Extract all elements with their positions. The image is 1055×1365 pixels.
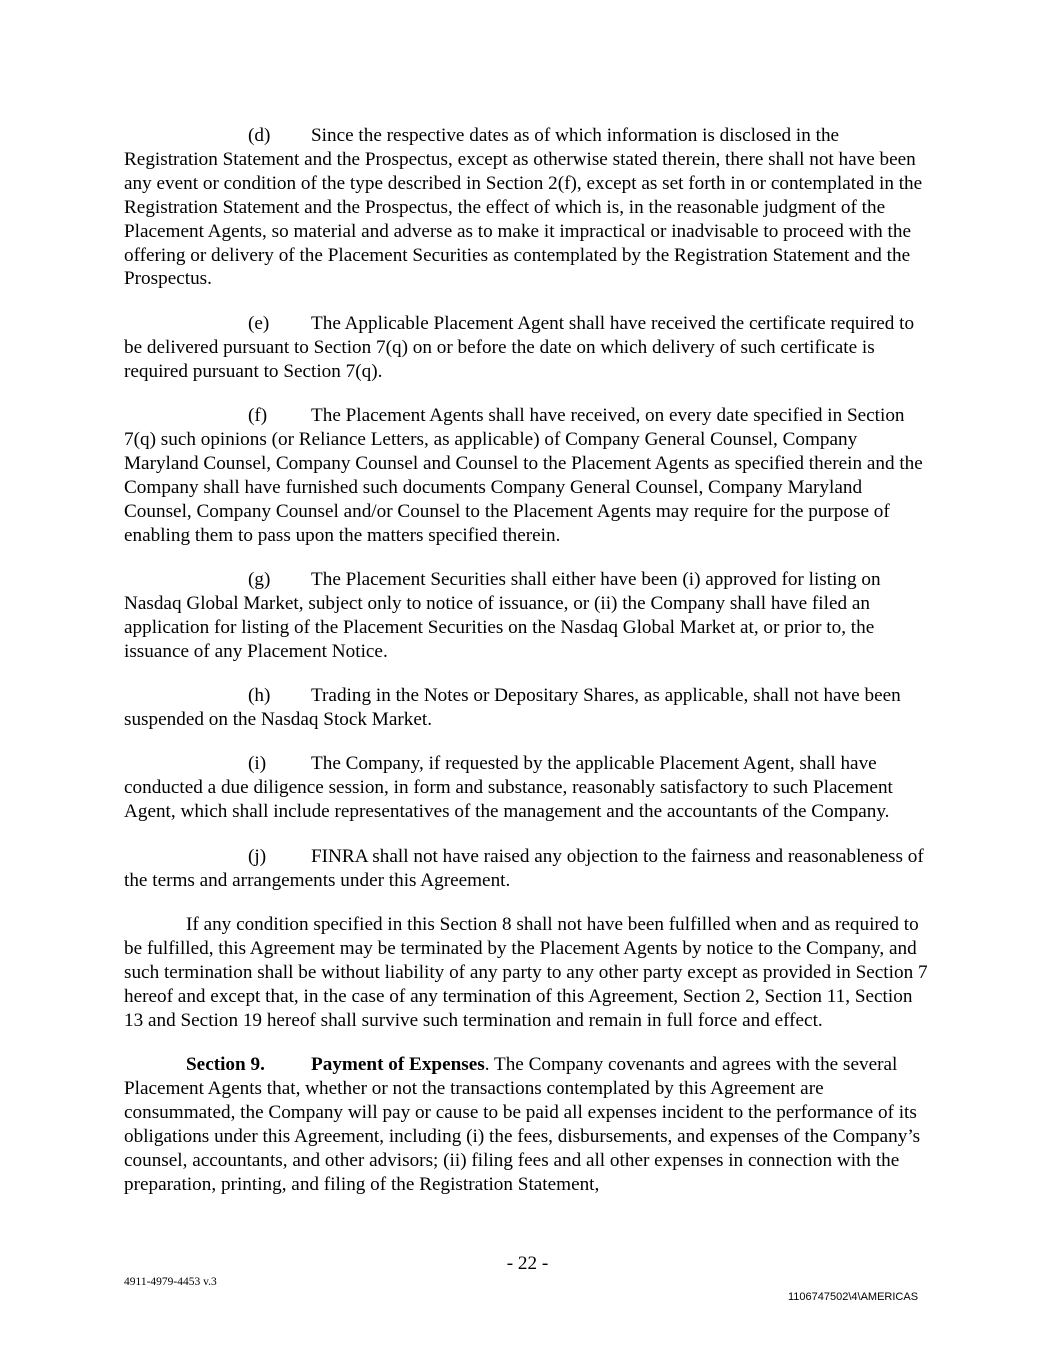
- paragraph-label: (d): [248, 125, 271, 146]
- section-title: Payment of Expenses: [311, 1054, 485, 1075]
- section-number: Section 9.: [186, 1054, 265, 1075]
- document-body: [124, 124, 929, 1217]
- paragraph-text: The Applicable Placement Agent shall have received the certificate required to be delivered pursuant to Section 7(q) on or before the date on which delivery of such certificate is required pursuant to Section 7(q).: [124, 312, 915, 382]
- paragraph-label: (e): [248, 312, 270, 334]
- paragraph-label: (g): [248, 569, 271, 590]
- paragraph-text: The Placement Securities shall either have been (i) approved for listing on Nasdaq Global Market, subject only to notice of issuance, or (ii) the Company shall have filed an application for listing of the Placement Securities on the Nasdaq Global Market at, or prior to, the issuance of any Placement Notice.: [124, 569, 881, 662]
- paragraph-label: (f): [248, 405, 268, 427]
- paragraph-label: (i): [248, 753, 267, 775]
- paragraph-g: [124, 568, 929, 664]
- closing-paragraph: [124, 913, 929, 1033]
- paragraph-h: [124, 684, 929, 732]
- paragraph-i: [124, 752, 929, 824]
- paragraph-text: FINRA shall not have raised any objection to the fairness and reasonableness of the terms and arrangements under this Agreement.: [124, 845, 924, 891]
- paragraph-text: The Company, if requested by the applicable Placement Agent, shall have conducted a due diligence session, in form and substance, reasonably satisfactory to such Placement Agent, which shall include representatives of the management and the accountants of the Company.: [124, 753, 893, 823]
- paragraph-text: The Placement Agents shall have received, on every date specified in Section 7(q) such opinions (or Reliance Letters, as applicable) of Company General Counsel, Company Maryland Counsel, Company Counsel and Counsel to the Placement Agents as specified therein and the Company shall have furnished such documents Company General Counsel, Company Maryland Counsel, Company Counsel and/or Counsel to the Placement Agents may require for the purpose of enabling them to pass upon the matters specified therein.: [124, 405, 923, 546]
- paragraph-text: Trading in the Notes or Depositary Shares, as applicable, shall not have been suspended on the Nasdaq Stock Market.: [124, 685, 901, 731]
- document-id: 4911-4979-4453 v.3: [124, 1276, 217, 1288]
- paragraph-label: (h): [248, 685, 271, 707]
- paragraph-j: [124, 845, 929, 893]
- paragraph-text: Since the respective dates as of which information is disclosed in the Registration Statement and the Prospectus, except as otherwise stated therein, there shall not have been any event or condition of the type described in Section 2(f), except as set forth in or contemplated in the Registration Statement and the Prospectus, the effect of which is, in the reasonable judgment of the Placement Agents, so material and adverse as to make it impractical or inadvisable to proceed with the offering or delivery of the Placement Securities as contemplated by the Registration Statement and the Prospectus.: [124, 125, 923, 290]
- section-text: . The Company covenants and agrees with the several Placement Agents that, whether or not the transactions contemplated by this Agreement are consummated, the Company will pay or cause to be paid all expenses incident to the performance of its obligations under this Agreement, including (i) the fees, disbursements, and expenses of the Company’s counsel, accountants, and other advisors; (ii) filing fees and all other expenses in connection with the preparation, printing, and filing of the Registration Statement,: [124, 1054, 921, 1195]
- document-reference: 1106747502\4\AMERICAS: [788, 1291, 919, 1303]
- closing-paragraph-text: If any condition specified in this Section 8 shall not have been fulfilled when and as required to be fulfilled, this Agreement may be terminated by the Placement Agents by notice to the Company, and such termination shall be without liability of any party to any other party except as provided in Section 7 hereof and except that, in the case of any termination of this Agreement, Section 2, Section 11, Section 13 and Section 19 hereof shall survive such termination and remain in full force and effect.: [124, 913, 928, 1031]
- section-9: [124, 1053, 929, 1196]
- paragraph-e: [124, 312, 929, 384]
- paragraph-d: [124, 124, 929, 291]
- page-number: - 22 -: [506, 1253, 549, 1274]
- paragraph-f: [124, 404, 929, 547]
- paragraph-label: (j): [248, 845, 267, 867]
